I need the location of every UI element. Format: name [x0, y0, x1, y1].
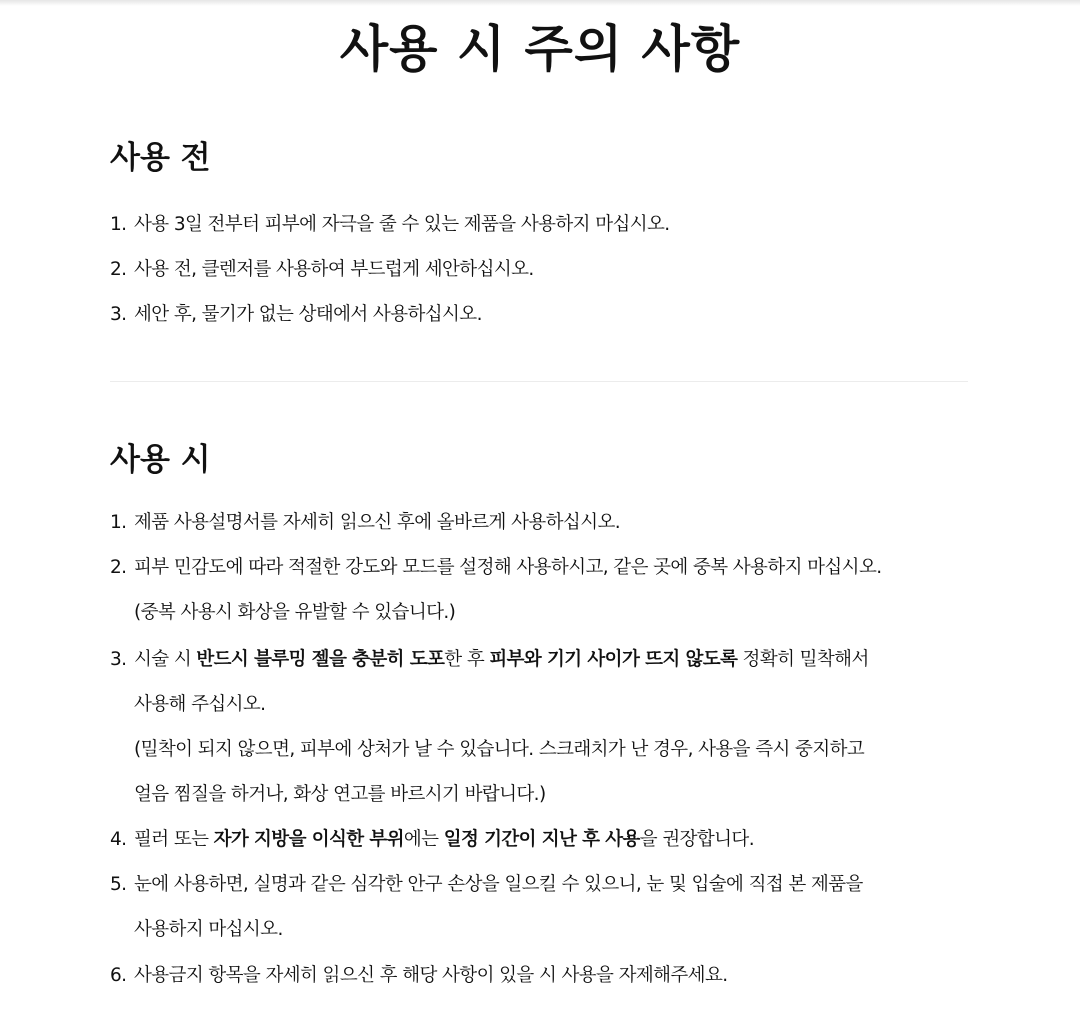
- item-number: 6.: [110, 965, 127, 986]
- item-text-bold: 자가 지방을 이식한 부위: [213, 829, 404, 850]
- item-number: 4.: [110, 829, 127, 850]
- item-number: 2.: [110, 557, 127, 578]
- item-text-part: 에는: [403, 829, 444, 850]
- item-text-part: 필러 또는: [134, 829, 214, 850]
- item-number: 5.: [110, 874, 127, 895]
- section-heading-before: 사용 전: [110, 140, 211, 176]
- top-shadow-bar: [0, 0, 1080, 6]
- page-title: 사용 시 주의 사항: [339, 20, 741, 78]
- during-item-6: [110, 961, 728, 991]
- before-item-2: [110, 255, 534, 285]
- during-item-3-note-line-1: (밀착이 되지 않으면, 피부에 상처가 날 수 있습니다. 스크래치가 난 경우, 사용을 즉시 중지하고: [134, 739, 865, 760]
- item-number: 3.: [110, 649, 127, 670]
- during-item-5-continued: 사용하지 마십시오.: [134, 919, 283, 940]
- item-text: 사용금지 항목을 자세히 읽으신 후 해당 사항이 있을 시 사용을 자제해주세요.: [134, 965, 728, 986]
- item-number: 3.: [110, 304, 127, 325]
- item-text-part: 한 후: [444, 649, 490, 670]
- during-item-2: [110, 553, 882, 583]
- item-text: 눈에 사용하면, 실명과 같은 심각한 안구 손상을 일으킬 수 있으니, 눈 및 입술에 직접 본 제품을: [134, 874, 863, 895]
- during-item-3-continued: 사용해 주십시오.: [134, 694, 266, 715]
- item-number: 2.: [110, 259, 127, 280]
- item-number: 1.: [110, 512, 127, 533]
- during-item-4: [110, 825, 754, 855]
- item-text-part: 정확히 밀착해서: [737, 649, 869, 670]
- item-text-bold: 반드시 블루밍 젤을 충분히 도포: [196, 649, 445, 670]
- item-text: 피부 민감도에 따라 적절한 강도와 모드를 설정해 사용하시고, 같은 곳에 중복 사용하지 마십시오.: [134, 557, 882, 578]
- item-text-part: 을 권장합니다.: [639, 829, 754, 850]
- section-heading-during: 사용 시: [110, 442, 211, 478]
- item-text: 사용 전, 클렌저를 사용하여 부드럽게 세안하십시오.: [134, 259, 534, 280]
- during-item-5: [110, 870, 863, 900]
- item-number: 1.: [110, 214, 127, 235]
- item-text: 제품 사용설명서를 자세히 읽으신 후에 올바르게 사용하십시오.: [134, 512, 621, 533]
- item-text-part: 시술 시: [134, 649, 197, 670]
- item-text: 사용 3일 전부터 피부에 자극을 줄 수 있는 제품을 사용하지 마십시오.: [134, 214, 670, 235]
- before-item-3: [110, 300, 482, 330]
- during-item-2-note: (중복 사용시 화상을 유발할 수 있습니다.): [134, 602, 456, 623]
- before-item-1: [110, 210, 670, 240]
- item-text: 세안 후, 물기가 없는 상태에서 사용하십시오.: [134, 304, 482, 325]
- during-item-3: [110, 645, 869, 675]
- during-item-3-note-line-2: 얼음 찜질을 하거나, 화상 연고를 바르시기 바랍니다.): [134, 784, 546, 805]
- item-text-bold: 일정 기간이 지난 후 사용: [443, 829, 640, 850]
- during-item-1: [110, 508, 620, 538]
- section-divider: [110, 381, 968, 382]
- item-text-bold: 피부와 기기 사이가 뜨지 않도록: [489, 649, 738, 670]
